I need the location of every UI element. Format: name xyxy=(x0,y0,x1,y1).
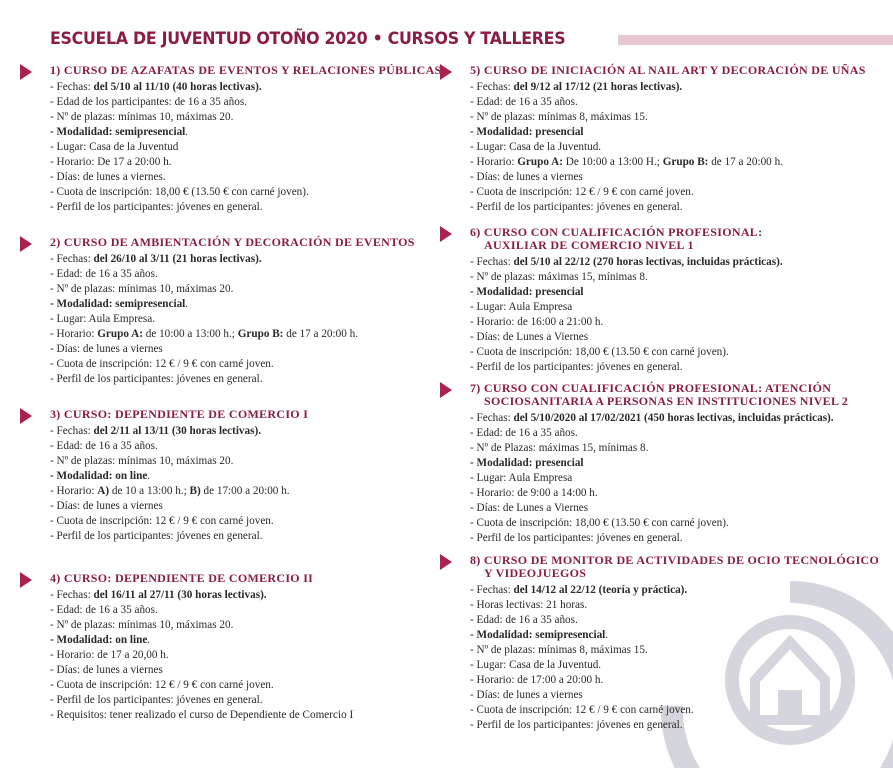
detail-line xyxy=(50,185,430,200)
detail-text: - Nº de Plazas: máximas 15, mínimas 8. xyxy=(470,442,649,454)
detail-line xyxy=(470,200,880,215)
detail-text: - Fechas: xyxy=(50,253,94,265)
detail-bold-text: del 14/12 al 22/12 (teoría y práctica). xyxy=(513,584,688,596)
detail-text: - Fechas: xyxy=(470,81,514,93)
detail-line xyxy=(50,499,430,514)
course-6 xyxy=(440,226,880,382)
detail-text: - Lugar: Casa de la Juventud. xyxy=(470,659,602,671)
detail-text: - Perfil de los participantes: jóvenes en general. xyxy=(470,719,683,731)
detail-line xyxy=(50,484,430,499)
detail-bold-text: del 2/11 al 13/11 (30 horas lectivas). xyxy=(93,425,261,437)
detail-text: - Cuota de inscripción: 18,00 € (13.50 € con carné joven). xyxy=(470,346,729,358)
detail-text: - Horario: De 17 a 20:00 h. xyxy=(50,156,172,168)
bullet-triangle-icon xyxy=(440,382,452,398)
course-title-line: 1) CURSO DE AZAFATAS DE EVENTOS Y RELACIONES PÚBLICAS xyxy=(50,63,442,77)
detail-line xyxy=(470,486,880,501)
detail-line xyxy=(50,155,430,170)
detail-text: - Lugar: Aula Empresa. xyxy=(50,313,156,325)
detail-text: - Edad de los participantes: de 16 a 35 años. xyxy=(50,96,247,108)
detail-text: - Fechas: xyxy=(470,412,514,424)
detail-text: - Fechas: xyxy=(470,256,514,268)
course-title-line: 4) CURSO: DEPENDIENTE DE COMERCIO II xyxy=(50,571,314,585)
detail-line xyxy=(470,330,880,345)
detail-line xyxy=(50,633,430,648)
detail-line xyxy=(470,170,880,185)
detail-line xyxy=(470,95,880,110)
detail-text: - Nº de plazas: máximas 15, mínimas 8. xyxy=(470,271,648,283)
detail-line xyxy=(50,424,430,439)
detail-text: - Nº de plazas: mínimas 10, máximas 20. xyxy=(50,455,234,467)
detail-bold-text: - Modalidad: semipresencial xyxy=(470,629,606,641)
detail-line xyxy=(50,708,430,723)
course-title-line: 6) CURSO CON CUALIFICACIÓN PROFESIONAL: xyxy=(470,225,763,239)
detail-line xyxy=(470,501,880,516)
detail-line xyxy=(470,703,880,718)
detail-text: - Cuota de inscripción: 12 € / 9 € con carné joven. xyxy=(470,704,694,716)
detail-line xyxy=(50,312,430,327)
detail-line xyxy=(50,80,430,95)
detail-line xyxy=(50,648,430,663)
detail-line xyxy=(470,185,880,200)
page-header xyxy=(50,26,893,52)
detail-line xyxy=(50,693,430,708)
course-7 xyxy=(440,382,880,554)
detail-line xyxy=(50,588,430,603)
detail-line xyxy=(50,170,430,185)
detail-text: - Edad: de 16 a 35 años. xyxy=(470,427,578,439)
course-details xyxy=(50,252,430,387)
detail-text: - Lugar: Casa de la Juventud. xyxy=(470,141,602,153)
detail-line xyxy=(50,327,430,342)
detail-text: - Nº de plazas: mínimas 10, máximas 20. xyxy=(50,283,234,295)
detail-text: - Cuota de inscripción: 12 € / 9 € con carné joven. xyxy=(50,679,274,691)
course-details xyxy=(470,583,880,733)
course-title-line: 5) CURSO DE INICIACIÓN AL NAIL ART Y DECORACIÓN DE UÑAS xyxy=(470,63,866,77)
detail-text: - Edad: de 16 a 35 años. xyxy=(50,604,158,616)
course-details xyxy=(470,80,880,215)
detail-text: de 10 a 13:00 h.; xyxy=(109,485,190,497)
detail-line xyxy=(50,267,430,282)
detail-text: - Cuota de inscripción: 12 € / 9 € con carné joven. xyxy=(50,515,274,527)
bullet-triangle-icon xyxy=(20,236,32,252)
detail-line xyxy=(470,345,880,360)
course-title xyxy=(50,236,430,249)
detail-bold-text: - Modalidad: on line xyxy=(50,634,148,646)
detail-bold-text: del 26/10 al 3/11 (21 horas lectivas). xyxy=(93,253,262,265)
detail-text: - Edad: de 16 a 35 años. xyxy=(470,614,578,626)
detail-text: - Horario: de 17 a 20,00 h. xyxy=(50,649,169,661)
detail-text: - Perfil de los participantes: jóvenes en general. xyxy=(50,201,263,213)
detail-line xyxy=(50,110,430,125)
detail-line xyxy=(470,598,880,613)
detail-text: - Perfil de los participantes: jóvenes en general. xyxy=(470,361,683,373)
detail-text: - Cuota de inscripción: 12 € / 9 € con carné joven. xyxy=(50,358,274,370)
detail-line xyxy=(470,516,880,531)
detail-line xyxy=(470,270,880,285)
detail-bold-text: del 16/11 al 27/11 (30 horas lectivas). xyxy=(93,589,267,601)
course-title-line: 2) CURSO DE AMBIENTACIÓN Y DECORACIÓN DE EVENTOS xyxy=(50,235,415,249)
detail-line xyxy=(470,583,880,598)
course-title xyxy=(470,226,880,252)
detail-line xyxy=(470,688,880,703)
detail-line xyxy=(50,454,430,469)
bullet-triangle-icon xyxy=(20,408,32,424)
detail-bold-text: del 5/10 al 22/12 (270 horas lectivas, incluidas prácticas). xyxy=(513,256,783,268)
detail-text: . xyxy=(185,126,189,138)
detail-line xyxy=(50,663,430,678)
detail-text: De 10:00 a 13:00 H.; xyxy=(562,156,663,168)
course-details xyxy=(50,424,430,544)
detail-line xyxy=(470,613,880,628)
detail-text: - Perfil de los participantes: jóvenes en general. xyxy=(470,532,683,544)
detail-text: - Fechas: xyxy=(50,81,94,93)
detail-line xyxy=(470,411,880,426)
detail-text: - Horas lectivas: 21 horas. xyxy=(470,599,588,611)
bullet-triangle-icon xyxy=(440,64,452,80)
course-title xyxy=(50,63,442,77)
detail-bold-text: del 9/12 al 17/12 (21 horas lectivas). xyxy=(513,81,683,93)
detail-bold-text: - Modalidad: presencial xyxy=(470,457,584,469)
detail-line xyxy=(50,514,430,529)
detail-bold-text: B) xyxy=(189,485,201,497)
detail-bold-text: - Modalidad: presencial xyxy=(470,286,584,298)
course-8 xyxy=(440,554,880,733)
detail-text: de 10:00 a 13:00 h.; xyxy=(142,328,238,340)
detail-line xyxy=(470,658,880,673)
detail-line xyxy=(50,95,430,110)
course-4 xyxy=(20,572,430,723)
course-title-line: SOCIOSANITARIA A PERSONAS EN INSTITUCIONES NIVEL 2 xyxy=(484,394,849,408)
bullet-triangle-icon xyxy=(20,572,32,588)
course-title xyxy=(470,554,880,580)
detail-line xyxy=(470,531,880,546)
detail-line xyxy=(50,200,430,215)
detail-text: - Edad: de 16 a 35 años. xyxy=(470,96,578,108)
course-title-line: 7) CURSO CON CUALIFICACIÓN PROFESIONAL: ATENCIÓN xyxy=(470,381,832,395)
detail-text: . xyxy=(605,629,609,641)
detail-text: - Lugar: Casa de la Juventud xyxy=(50,141,179,153)
detail-text: - Nº de plazas: mínimas 8, máximas 15. xyxy=(470,111,648,123)
detail-text: - Días: de Lunes a Viernes xyxy=(470,331,589,343)
course-title xyxy=(470,64,880,77)
course-title-line: AUXILIAR DE COMERCIO NIVEL 1 xyxy=(484,238,694,252)
detail-line xyxy=(50,603,430,618)
detail-line xyxy=(470,315,880,330)
detail-text: - Días: de lunes a viernes. xyxy=(50,171,166,183)
detail-line xyxy=(50,678,430,693)
detail-text: - Fechas: xyxy=(50,589,94,601)
course-details xyxy=(470,255,880,375)
detail-text: - Perfil de los participantes: jóvenes en general. xyxy=(50,530,263,542)
detail-text: - Perfil de los participantes: jóvenes en general. xyxy=(50,373,263,385)
course-details xyxy=(50,588,430,723)
detail-text: - Fechas: xyxy=(50,425,94,437)
detail-line xyxy=(470,471,880,486)
detail-line xyxy=(50,252,430,267)
detail-line xyxy=(470,441,880,456)
detail-text: - Edad: de 16 a 35 años. xyxy=(50,268,158,280)
detail-line xyxy=(50,342,430,357)
detail-bold-text: Grupo B: xyxy=(237,328,284,340)
detail-line xyxy=(50,439,430,454)
detail-text: - Nº de plazas: mínimas 10, máximas 20. xyxy=(50,111,234,123)
bullet-triangle-icon xyxy=(20,64,32,80)
course-title-line: 8) CURSO DE MONITOR DE ACTIVIDADES DE OCIO TECNOLÓGICO xyxy=(470,553,880,567)
detail-text: - Días: de Lunes a Viernes xyxy=(470,502,589,514)
detail-text: - Cuota de inscripción: 18,00 € (13.50 € con carné joven). xyxy=(470,517,729,529)
detail-text: - Días: de lunes a viernes xyxy=(50,343,163,355)
detail-text: de 17:00 a 20:00 h. xyxy=(200,485,290,497)
detail-line xyxy=(470,360,880,375)
detail-text: - Edad: de 16 a 35 años. xyxy=(50,440,158,452)
detail-bold-text: - Modalidad: semipresencial xyxy=(50,298,186,310)
detail-line xyxy=(50,125,430,140)
detail-line xyxy=(50,282,430,297)
detail-text: - Perfil de los participantes: jóvenes en general. xyxy=(470,201,683,213)
detail-line xyxy=(50,469,430,484)
detail-text: - Días: de lunes a viernes xyxy=(470,171,583,183)
detail-text: - Días: de lunes a viernes xyxy=(50,500,163,512)
detail-line xyxy=(470,456,880,471)
detail-line xyxy=(470,80,880,95)
detail-text: . xyxy=(147,470,151,482)
course-title-line: 3) CURSO: DEPENDIENTE DE COMERCIO I xyxy=(50,407,309,421)
detail-line xyxy=(50,529,430,544)
detail-bold-text: del 5/10/2020 al 17/02/2021 (450 horas lectivas, incluidas prácticas). xyxy=(513,412,834,424)
course-2 xyxy=(20,236,430,408)
course-1 xyxy=(20,63,442,236)
detail-text: - Horario: xyxy=(50,328,98,340)
detail-line xyxy=(50,372,430,387)
detail-line xyxy=(470,155,880,170)
detail-line xyxy=(50,297,430,312)
detail-bold-text: Grupo A: xyxy=(517,156,563,168)
detail-bold-text: - Modalidad: presencial xyxy=(470,126,584,138)
detail-text: - Días: de lunes a viernes xyxy=(470,689,583,701)
detail-text: . xyxy=(185,298,189,310)
course-title xyxy=(50,408,430,421)
detail-line xyxy=(470,255,880,270)
detail-line xyxy=(50,618,430,633)
detail-text: - Lugar: Aula Empresa xyxy=(470,301,573,313)
detail-bold-text: del 5/10 al 11/10 (40 horas lectivas). xyxy=(93,81,262,93)
detail-text: - Horario: xyxy=(50,485,98,497)
detail-text: - Requisitos: tener realizado el curso de Dependiente de Comercio I xyxy=(50,709,354,721)
detail-bold-text: Grupo A: xyxy=(97,328,143,340)
detail-text: - Horario: de 17:00 a 20:00 h. xyxy=(470,674,604,686)
course-title xyxy=(470,382,880,408)
detail-line xyxy=(50,357,430,372)
bullet-triangle-icon xyxy=(440,226,452,242)
course-details xyxy=(470,411,880,546)
detail-line xyxy=(470,718,880,733)
course-title-line: Y VIDEOJUEGOS xyxy=(484,566,587,580)
detail-bold-text: - Modalidad: on line xyxy=(50,470,148,482)
detail-text: - Perfil de los participantes: jóvenes en general. xyxy=(50,694,263,706)
detail-text: - Horario: de 16:00 a 21:00 h. xyxy=(470,316,604,328)
detail-line xyxy=(470,643,880,658)
bullet-triangle-icon xyxy=(440,554,452,570)
detail-text: - Cuota de inscripción: 18,00 € (13.50 € con carné joven). xyxy=(50,186,309,198)
detail-bold-text: Grupo B: xyxy=(662,156,709,168)
course-5 xyxy=(440,64,880,226)
detail-text: - Cuota de inscripción: 12 € / 9 € con carné joven. xyxy=(470,186,694,198)
detail-line xyxy=(50,140,430,155)
detail-line xyxy=(470,628,880,643)
detail-line xyxy=(470,426,880,441)
detail-text: . xyxy=(147,634,151,646)
course-title xyxy=(50,572,430,585)
detail-line xyxy=(470,285,880,300)
detail-text: - Nº de plazas: mínimas 10, máximas 20. xyxy=(50,619,234,631)
header-decorative-bar xyxy=(618,35,893,45)
course-details xyxy=(50,80,430,215)
detail-bold-text: A) xyxy=(97,485,110,497)
detail-line xyxy=(470,125,880,140)
detail-text: - Días: de lunes a viernes xyxy=(50,664,163,676)
detail-text: - Horario: de 9:00 a 14:00 h. xyxy=(470,487,598,499)
right-column xyxy=(440,64,880,733)
detail-line xyxy=(470,110,880,125)
left-column xyxy=(20,63,442,723)
detail-text: de 17 a 20:00 h. xyxy=(283,328,358,340)
detail-text: de 17 a 20:00 h. xyxy=(708,156,783,168)
course-3 xyxy=(20,408,430,572)
detail-text: - Nº de plazas: mínimas 8, máximas 15. xyxy=(470,644,648,656)
detail-text: - Horario: xyxy=(470,156,518,168)
detail-line xyxy=(470,300,880,315)
detail-text: - Lugar: Aula Empresa xyxy=(470,472,573,484)
detail-text: - Fechas: xyxy=(470,584,514,596)
detail-bold-text: - Modalidad: semipresencial xyxy=(50,126,186,138)
detail-line xyxy=(470,673,880,688)
page-title: ESCUELA DE JUVENTUD OTOÑO 2020 • CURSOS Y TALLERES xyxy=(50,29,566,49)
detail-line xyxy=(470,140,880,155)
